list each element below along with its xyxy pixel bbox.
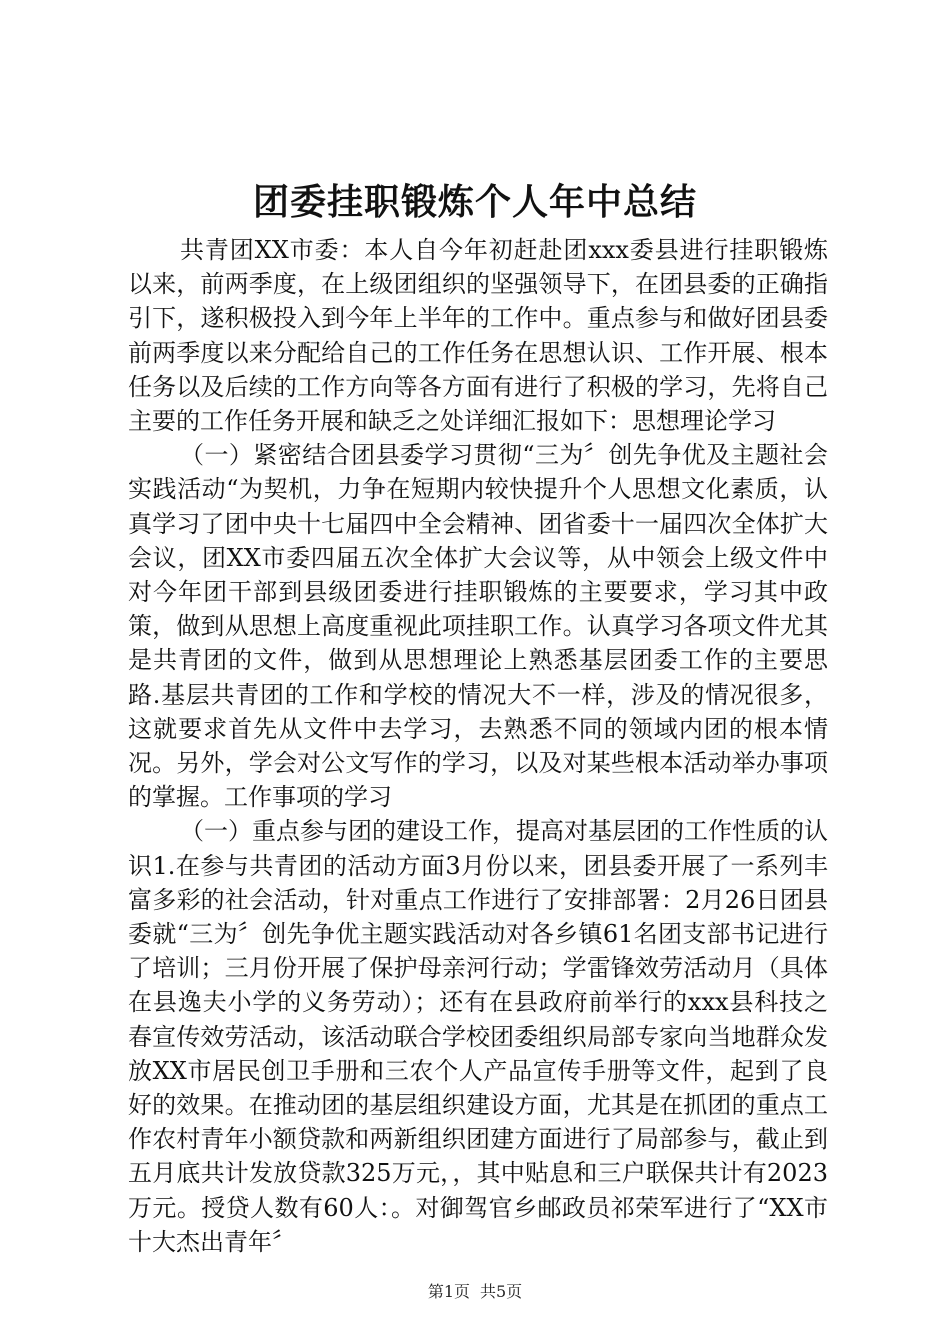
page-number: 第1页 bbox=[427, 1282, 470, 1301]
page-footer bbox=[0, 1281, 950, 1303]
paragraph-intro: 共青团XX市委：本人自今年初赶赴团xxx委县进行挂职锻炼以来，前两季度，在上级团组织的坚强领导下，在团县委的正确指引下，遂积极投入到今年上半年的工作中。重点参与和做好团县委前两季度以来分配给自己的工作任务在思想认识、工作开展、根本任务以及后续的工作方向等各方面有进行了积极的学习，先将自己主要的工作任务开展和缺乏之处详细汇报如下：思想理论学习 bbox=[128, 236, 828, 436]
document-title: 团委挂职锻炼个人年中总结 bbox=[252, 181, 697, 223]
paragraph-work-study: （一）重点参与团的建设工作，提高对基层团的工作性质的认识1.在参与共青团的活动方面3月份以来，团县委开展了一系列丰富多彩的社会活动，针对重点工作进行了安排部署：2月26日团县委就“三为〞创先争优主题实践活动对各乡镇61名团支部书记进行了培训；三月份开展了保护母亲河行动；学雷锋效劳活动月（具体在县逸夫小学的义务劳动）；还有在县政府前举行的xxx县科技之春宣传效劳活动，该活动联合学校团委组织局部专家向当地群众发放XX市居民创卫手册和三农个人产品宣传手册等文件，起到了良好的效果。在推动团的基层组织建设方面，尤其是在抓团的重点工作农村青年小额贷款和两新组织团建方面进行了局部参与，截止到五月底共计发放贷款325万元，，其中贴息和三户联保共计有2023万元。授贷人数有60人：。对御驾官乡邮政员祁荣军进行了“XX市十大杰出青年〞 bbox=[128, 817, 828, 1256]
paragraph-theory-study: （一）紧密结合团县委学习贯彻“三为〞创先争优及主题社会实践活动“为契机，力争在短期内较快提升个人思想文化素质，认真学习了团中央十七届四中全会精神、团省委十一届四次全体扩大会议，团XX市委四届五次全体扩大会议等，从中领会上级文件中对今年团干部到县级团委进行挂职锻炼的主要要求，学习其中政策，做到从思想上高度重视此项挂职工作。认真学习各项文件尤其是共青团的文件，做到从思想理论上熟悉基层团委工作的主要思路.基层共青团的工作和学校的情况大不一样，涉及的情况很多，这就要求首先从文件中去学习，去熟悉不同的领域内团的根本情况。另外，学会对公文写作的学习，以及对某些根本活动举办事项的掌握。工作事项的学习 bbox=[128, 441, 828, 812]
page-total: 共5页 bbox=[480, 1282, 523, 1301]
document-body bbox=[128, 233, 828, 1259]
